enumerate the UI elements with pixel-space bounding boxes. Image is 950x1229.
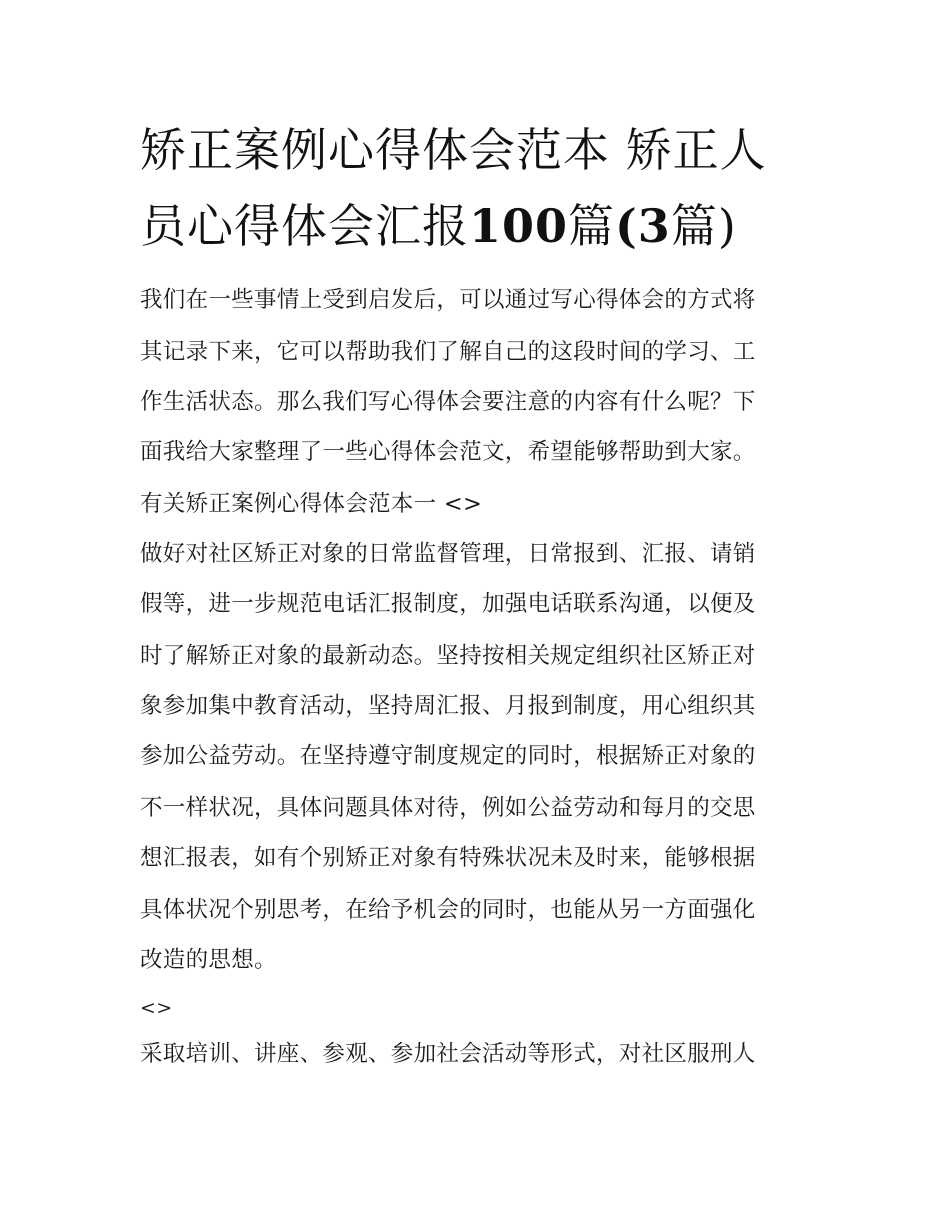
para1-line-6: 不一样状况，具体问题具体对待，例如公益劳动和每月的交思 <box>140 795 756 821</box>
para2-line-1: 采取培训、讲座、参观、参加社会活动等形式，对社区服刑人 <box>140 1041 756 1067</box>
para1-line-4: 象参加集中教育活动，坚持周汇报、月报到制度，用心组织其 <box>140 693 756 719</box>
title-line-2-word: 篇 <box>568 199 616 253</box>
title-paren-count: (3 <box>615 199 671 253</box>
title-line-1: 矫正案例心得体会范本 矫正人 <box>140 123 767 177</box>
intro-line-1: 我们在一些事情上受到启发后，可以通过写心得体会的方式将 <box>140 287 756 313</box>
section-heading: 有关矫正案例心得体会范本一 <> <box>140 491 483 517</box>
para1-line-8: 具体状况个别思考，在给予机会的同时，也能从另一方面强化 <box>140 897 756 923</box>
title-count: 100 <box>469 199 569 253</box>
para1-line-2: 假等，进一步规范电话汇报制度，加强电话联系沟通，以便及 <box>140 591 756 617</box>
title-line-2-text: 员心得体会汇报 <box>140 199 469 253</box>
separator-mark: <> <box>140 997 173 1019</box>
para1-line-7: 想汇报表，如有个别矫正对象有特殊状况未及时来，能够根据 <box>140 845 756 871</box>
intro-line-3: 作生活状态。那么我们写心得体会要注意的内容有什么呢？下 <box>140 389 756 415</box>
para1-line-9: 改造的思想。 <box>140 947 277 973</box>
para1-line-5: 参加公益劳动。在坚持遵守制度规定的同时，根据矫正对象的 <box>140 743 756 769</box>
para1-line-1: 做好对社区矫正对象的日常监督管理，日常报到、汇报、请销 <box>140 541 756 567</box>
document-title <box>140 112 820 264</box>
intro-line-2: 其记录下来，它可以帮助我们了解自己的这段时间的学习、工 <box>140 339 756 365</box>
title-line-2-end: 篇) <box>670 199 737 253</box>
para1-line-3: 时了解矫正对象的最新动态。坚持按相关规定组织社区矫正对 <box>140 643 756 669</box>
intro-line-4: 面我给大家整理了一些心得体会范文，希望能够帮助到大家。 <box>140 439 756 465</box>
